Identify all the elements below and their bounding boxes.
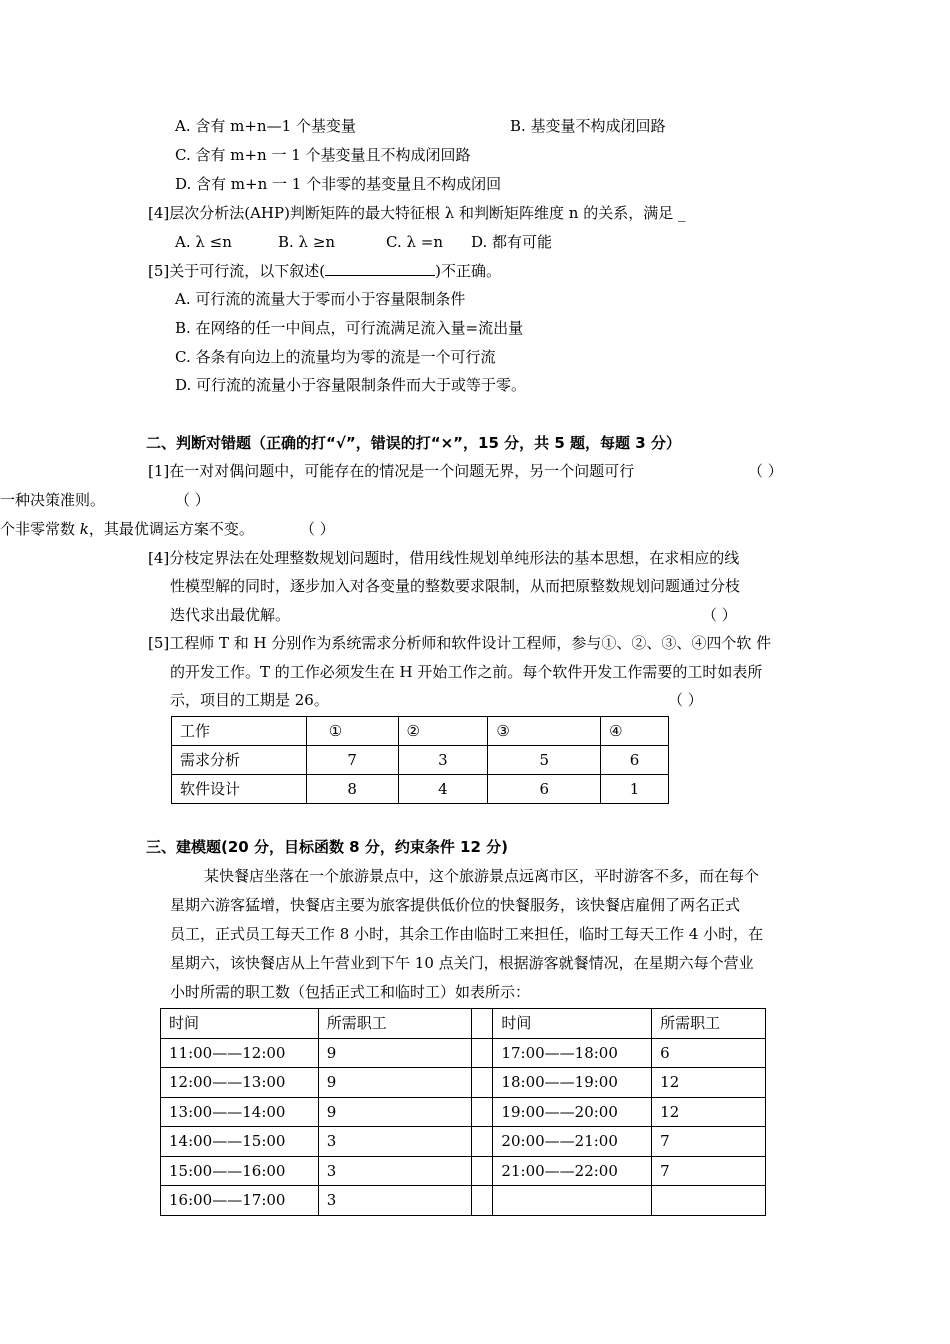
table-cell: 3 (318, 1127, 472, 1157)
section3-para-line3: 员工，正式员工每天工作 8 小时，其余工作由临时工来担任，临时工每天工作 4 小时，在 (170, 925, 764, 943)
judge-4-paren: （ ） (702, 606, 737, 624)
section3-para-line4: 星期六，该快餐店从上午营业到下午 10 点关门，根据游客就餐情况，在星期六每个营业 (170, 954, 754, 972)
q4-option-d: D. 都有可能 (471, 233, 553, 251)
table-cell: 12 (652, 1068, 766, 1098)
table-cell (652, 1186, 766, 1216)
section2-title: 二、判断对错题（正确的打“√”，错误的打“×”，15 分，共 5 题，每题 3 分） (146, 434, 681, 452)
answer-blank (325, 261, 435, 276)
table-cell: 17:00——18:00 (493, 1038, 652, 1068)
table-cell (472, 1068, 493, 1098)
table-row (161, 1097, 766, 1127)
table-cell: 6 (652, 1038, 766, 1068)
table-cell: 3 (318, 1156, 472, 1186)
section3-para-line2: 星期六游客猛增，快餐店主要为旅客提供低价位的快餐服务，该快餐店雇佣了两名正式 (170, 896, 741, 914)
table-cell: 16:00——17:00 (161, 1186, 319, 1216)
q4-option-b: B. λ ≥n (278, 233, 336, 251)
table-cell: 时间 (493, 1009, 652, 1039)
judge-3-paren: （ ） (300, 520, 335, 538)
table-cell: 3 (318, 1186, 472, 1216)
judge-5-paren: （ ） (668, 691, 703, 709)
table-row (172, 746, 669, 775)
q5-option-d: D. 可行流的流量小于容量限制条件而大于或等于零。 (175, 376, 527, 394)
table-cell: 所需职工 (652, 1009, 766, 1039)
table-cell: 4 (398, 775, 488, 804)
q4-option-c: C. λ =n (386, 233, 443, 251)
table-cell: 21:00——22:00 (493, 1156, 652, 1186)
table-cell: 5 (488, 746, 601, 775)
table-cell (472, 1156, 493, 1186)
q4-option-a: A. λ ≤n (175, 233, 232, 251)
table-cell: ③ (488, 717, 601, 746)
table-row (161, 1156, 766, 1186)
table-cell: 14:00——15:00 (161, 1127, 319, 1157)
judge-2: 一种决策准则。 (0, 491, 106, 509)
judge-2-paren: （ ） (175, 491, 210, 509)
q1-option-c: C. 含有 m+n 一 1 个基变量且不构成闭回路 (175, 146, 471, 164)
table-cell: 12 (652, 1097, 766, 1127)
judge-3-k: k (79, 520, 89, 538)
section3-para-line5: 小时所需的职工数（包括正式工和临时工）如表所示： (170, 983, 531, 1001)
table-cell: 6 (488, 775, 601, 804)
table-cell (472, 1186, 493, 1216)
table-cell (472, 1038, 493, 1068)
table-cell (472, 1097, 493, 1127)
table-cell: 19:00——20:00 (493, 1097, 652, 1127)
table-cell: 18:00——19:00 (493, 1068, 652, 1098)
table-cell: 9 (318, 1097, 472, 1127)
table-cell: 1 (601, 775, 669, 804)
table-cell: 工作 (172, 717, 307, 746)
table-cell: 12:00——13:00 (161, 1068, 319, 1098)
q5-stem-post: )不正确。 (435, 262, 501, 280)
table-cell: 需求分析 (172, 746, 307, 775)
staff-schedule-table (160, 1008, 766, 1216)
table-cell: ④ (601, 717, 669, 746)
table-row (161, 1127, 766, 1157)
table-cell: 9 (318, 1038, 472, 1068)
judge-3 (0, 519, 254, 539)
table-cell: 3 (398, 746, 488, 775)
table-header-row (161, 1009, 766, 1039)
q5-option-c: C. 各条有向边上的流量均为零的流是一个可行流 (175, 348, 496, 366)
judge-5-line2: 的开发工作。T 的工作必须发生在 H 开始工作之前。每个软件开发工作需要的工时如表所 (170, 663, 763, 681)
judge-5-line1: [5]工程师 T 和 H 分别作为系统需求分析师和软件设计工程师，参与①、②、③、④四个软 件 (148, 634, 772, 652)
work-hours-table (171, 716, 669, 804)
table-cell: 时间 (161, 1009, 319, 1039)
table-header-row (172, 717, 669, 746)
q5-stem (148, 261, 501, 281)
table-cell: 15:00——16:00 (161, 1156, 319, 1186)
section3-para-line1: 某快餐店坐落在一个旅游景点中，这个旅游景点远离市区，平时游客不多，而在每个 (204, 867, 760, 885)
table-cell: 7 (306, 746, 398, 775)
table-cell: 所需职工 (318, 1009, 472, 1039)
q5-stem-pre: [5]关于可行流，以下叙述( (148, 262, 326, 280)
judge-1: [1]在一对对偶问题中，可能存在的情况是一个问题无界，另一个问题可行 (148, 462, 635, 480)
table-cell: 11:00——12:00 (161, 1038, 319, 1068)
q1-option-a: A. 含有 m+n—1 个基变量 (175, 117, 356, 135)
table-cell: 9 (318, 1068, 472, 1098)
table-cell: 软件设计 (172, 775, 307, 804)
q5-option-b: B. 在网络的任一中间点，可行流满足流入量=流出量 (175, 319, 524, 337)
judge-3-post: ，其最优调运方案不变。 (88, 520, 254, 538)
q5-option-a: A. 可行流的流量大于零而小于容量限制条件 (175, 290, 466, 308)
table-cell (493, 1186, 652, 1216)
q4-stem: [4]层次分析法(AHP)判断矩阵的最大特征根 λ 和判断矩阵维度 n 的关系，满足 _ (148, 204, 686, 222)
table-row (161, 1186, 766, 1216)
judge-4-line1: [4]分枝定界法在处理整数规划问题时，借用线性规划单纯形法的基本思想，在求相应的线 (148, 549, 740, 567)
table-cell: 8 (306, 775, 398, 804)
table-cell (472, 1127, 493, 1157)
table-cell: 7 (652, 1127, 766, 1157)
table-cell: 7 (652, 1156, 766, 1186)
section3-title: 三、建模题(20 分，目标函数 8 分，约束条件 12 分) (146, 838, 509, 856)
q1-option-d: D. 含有 m+n 一 1 个非零的基变量且不构成闭回 (175, 175, 502, 193)
table-row (172, 775, 669, 804)
q1-option-b: B. 基变量不构成闭回路 (510, 117, 666, 135)
judge-4-line3: 迭代求出最优解。 (170, 606, 291, 624)
table-row (161, 1038, 766, 1068)
judge-3-pre: 个非零常数 (0, 520, 80, 538)
table-cell: ② (398, 717, 488, 746)
table-cell: 6 (601, 746, 669, 775)
table-cell: ① (306, 717, 398, 746)
table-row (161, 1068, 766, 1098)
judge-5-line3: 示，项目的工期是 26。 (170, 691, 329, 709)
table-cell (472, 1009, 493, 1039)
judge-1-paren: （ ） (748, 462, 783, 480)
judge-4-line2: 性模型解的同时，逐步加入对各变量的整数要求限制，从而把原整数规划问题通过分枝 (170, 577, 741, 595)
table-cell: 13:00——14:00 (161, 1097, 319, 1127)
table-cell: 20:00——21:00 (493, 1127, 652, 1157)
